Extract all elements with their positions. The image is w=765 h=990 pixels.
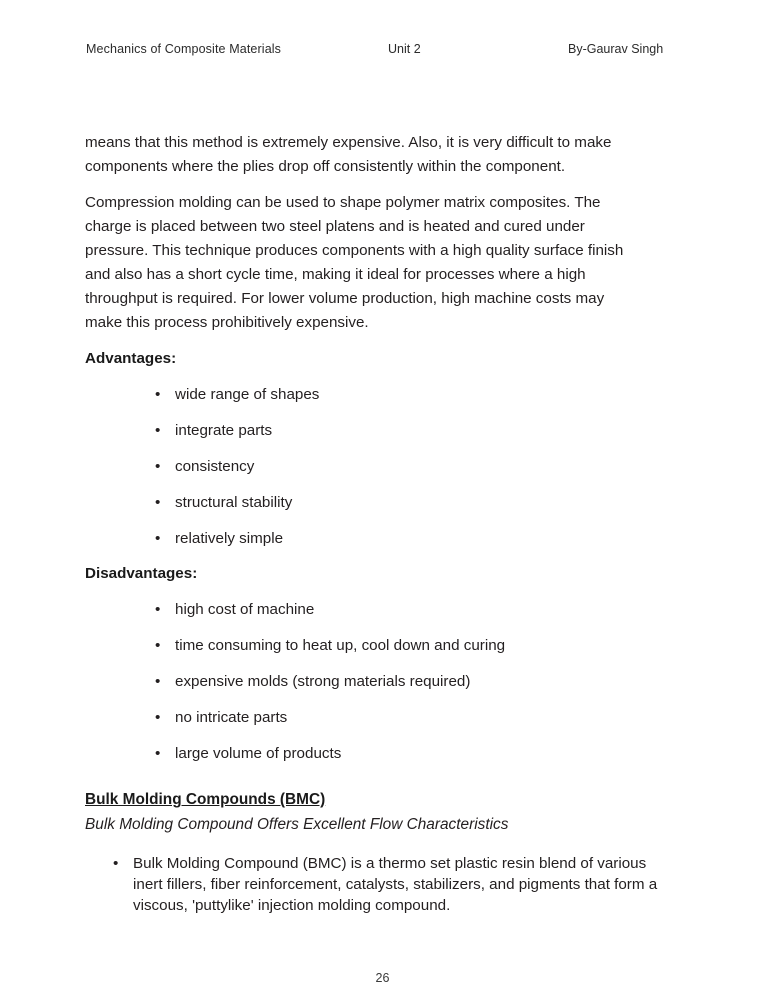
bmc-heading: Bulk Molding Compounds (BMC) [85, 791, 326, 808]
list-item [85, 419, 675, 443]
bullet-icon: • [155, 422, 161, 439]
advantages-heading: Advantages: [85, 350, 177, 367]
bullet-icon: • [155, 530, 161, 547]
advantages-list [85, 383, 675, 551]
bullet-icon: • [155, 745, 161, 762]
header-unit-label: Unit 2 [388, 42, 421, 56]
list-item-label: no intricate parts [175, 709, 288, 726]
document-body [85, 131, 675, 916]
bullet-icon: • [155, 494, 161, 511]
bmc-section [85, 789, 675, 916]
list-item-label: time consuming to heat up, cool down and curing [175, 637, 506, 654]
list-item [85, 634, 675, 658]
list-item [85, 383, 675, 407]
bullet-icon: • [155, 458, 161, 475]
bullet-icon: • [155, 637, 161, 654]
list-item [85, 742, 675, 766]
running-header [0, 42, 765, 64]
bullet-icon: • [155, 709, 161, 726]
paragraph-continuation: means that this method is extremely expensive. Also, it is very difficult to make components where the plies drop off consistently within the component. [85, 134, 612, 175]
list-item-label: Bulk Molding Compound (BMC) is a thermo set plastic resin blend of various inert fillers, fiber reinforcement, catalysts, stabilizers, and pigments that form a viscous, 'puttylike' injection molding compound. [133, 855, 658, 914]
bmc-subheading: Bulk Molding Compound Offers Excellent Flow Characteristics [85, 816, 509, 833]
bullet-icon: • [113, 855, 119, 872]
list-item [85, 527, 675, 551]
header-document-title: Mechanics of Composite Materials [86, 42, 282, 56]
list-item-label: structural stability [175, 494, 293, 511]
header-author: By-Gaurav Singh [568, 42, 664, 56]
list-item-label: large volume of products [175, 745, 342, 762]
bmc-description-list [85, 853, 675, 916]
list-item [85, 455, 675, 479]
list-item-label: integrate parts [175, 422, 273, 439]
disadvantages-heading: Disadvantages: [85, 565, 198, 582]
list-item-label: high cost of machine [175, 601, 315, 618]
bullet-icon: • [155, 673, 161, 690]
list-item-label: consistency [175, 458, 255, 475]
bullet-icon: • [155, 601, 161, 618]
page-number: 26 [375, 971, 390, 985]
list-item [85, 853, 658, 916]
list-item [85, 598, 675, 622]
list-item [85, 670, 675, 694]
list-item-label: relatively simple [175, 530, 284, 547]
list-item-label: wide range of shapes [175, 386, 320, 403]
bullet-icon: • [155, 386, 161, 403]
list-item [85, 706, 675, 730]
list-item-label: expensive molds (strong materials required) [175, 673, 471, 690]
list-item [85, 491, 675, 515]
disadvantages-list [85, 598, 675, 766]
paragraph-compression-molding: Compression molding can be used to shape polymer matrix composites. The charge is placed between two steel platens and is heated and cured under pressure. This technique produces components with a high quality surface finish and also has a short cycle time, making it ideal for processes where a high throughput is required. For lower volume production, high machine costs may make this process prohibitively expensive. [85, 194, 624, 331]
